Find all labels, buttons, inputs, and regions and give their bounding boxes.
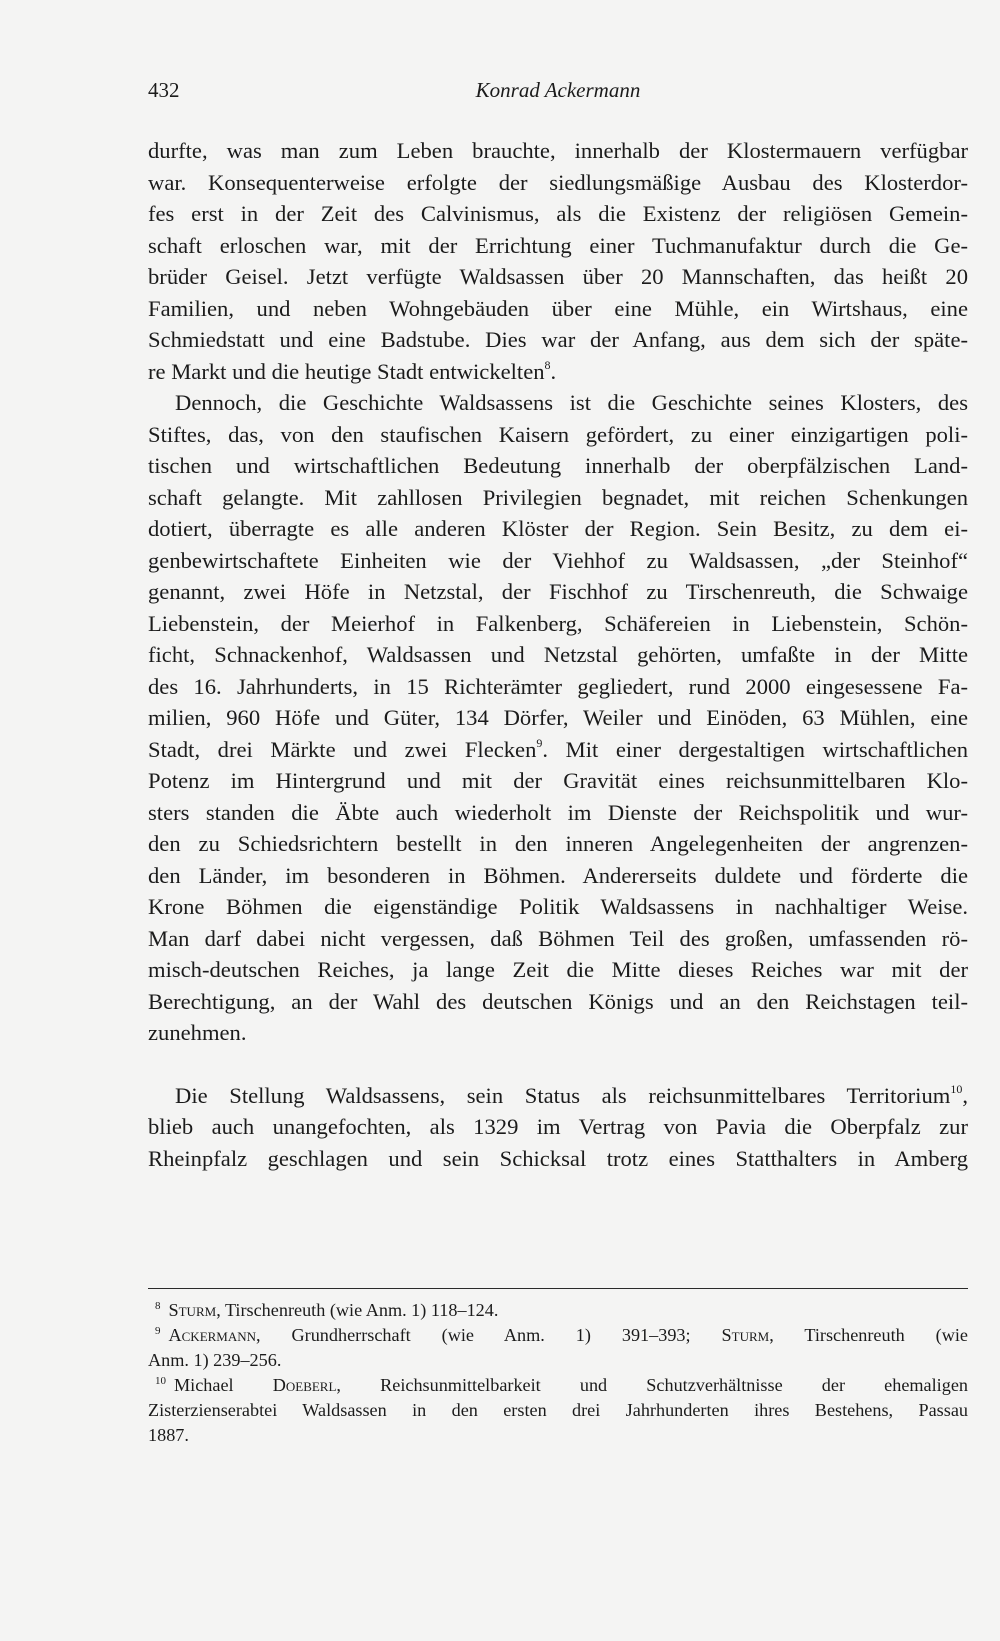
text-line: fes erst in der Zeit des Calvinismus, als die Existenz der religiösen Gemein- [148,201,968,226]
text-fragment: re Markt und die heutige Stadt entwickelten [148,358,545,384]
footnote-divider [148,1288,968,1289]
text-line: brüder Geisel. Jetzt verfügte Waldsassen über 20 Mannschaften, das heißt 20 [148,264,968,289]
text-line: durfte, was man zum Leben brauchte, innerhalb der Klostermauern verfügbar [148,138,968,163]
text-line: Familien, und neben Wohngebäuden über eine Mühle, ein Wirtshaus, eine [148,295,968,321]
footnote-text: Anm. 1) 239–256. [148,1350,282,1370]
text-fragment: Die Stellung Waldsassens, sein Status als reichsunmittelbares Territorium [175,1082,951,1108]
text-line: Stiftes, das, von den staufischen Kaisern gefördert, zu einer einzigartigen poli- [148,421,968,447]
footnote-ref-10[interactable]: 10 [950,1081,963,1096]
text-line: zunehmen. [148,1020,247,1045]
text-line: war. Konsequenterweise erfolgte der siedlungsmäßige Ausbau des Klosterdor- [148,169,968,195]
text-line: Schmiedstatt und eine Badstube. Dies war der Anfang, aus dem sich der späte- [148,327,968,352]
page-header [148,78,968,114]
footnote-text: , Grundherrschaft (wie Anm. 1) 391–393; [256,1325,722,1345]
footnote-number: 9 [155,1324,161,1337]
footnote-text: , Tirschenreuth (wie Anm. 1) 118–124. [216,1300,499,1320]
text-line: Krone Böhmen die eigenständige Politik Waldsassens in nachhaltiger Weise. [148,894,968,919]
footnote-author: Ackermann [168,1325,257,1345]
paragraph-1 [148,135,968,387]
footnote-author-first: Michael [174,1375,273,1395]
footnote-author: Sturm [721,1325,770,1345]
footnote-text: , Tirschenreuth (wie [769,1325,968,1345]
footnote-number: 8 [155,1299,161,1312]
text-line: sters standen die Äbte auch wiederholt im Dienste der Reichspolitik und wur- [148,799,968,825]
text-line: Liebenstein, der Meierhof in Falkenberg, Schäfereien in Liebenstein, Schön- [148,610,968,636]
text-line: Berechtigung, an der Wahl des deutschen Königs und an den Reichstagen teil- [148,988,968,1014]
text-fragment: , [962,1082,968,1108]
footnote-9 [148,1323,968,1373]
footnote-text: , Reichsunmittelbarkeit und Schutzverhältnisse der ehemaligen [336,1375,968,1395]
text-line: genannt, zwei Höfe in Netzstal, der Fischhof zu Tirschenreuth, die Schwaige [148,579,968,604]
text-line [148,1080,968,1112]
footnote-ref-8[interactable]: 8 [544,357,551,372]
text-line: Potenz im Hintergrund und mit der Gravität eines reichsunmittelbaren Klo- [148,768,968,793]
text-line: ficht, Schnackenhof, Waldsassen und Netzstal gehörten, umfaßte in der Mitte [148,642,968,667]
text-line [148,356,968,388]
text-line [148,1373,968,1398]
footnote-number: 10 [155,1374,166,1387]
body-text [148,135,968,1174]
text-line: blieb auch unangefochten, als 1329 im Vertrag von Pavia die Oberpfalz zur [148,1114,968,1139]
paragraph-2 [148,387,968,1049]
text-line: den Länder, im besonderen in Böhmen. Andererseits duldete und förderte die [148,862,968,888]
text-line: genbewirtschaftete Einheiten wie der Viehhof zu Waldsassen, „der Steinhof“ [148,547,968,573]
page-number: 432 [148,78,180,102]
footnote-author: Sturm [168,1300,217,1320]
running-title: Konrad Ackermann [475,78,641,102]
text-line: dotiert, überragte es alle anderen Klöster der Region. Sein Besitz, zu dem ei- [148,516,968,541]
paragraph-spacer [148,1049,968,1080]
footnote-text: 1887. [148,1425,189,1445]
footnotes [148,1298,968,1448]
text-line: Dennoch, die Geschichte Waldsassens ist die Geschichte seines Klosters, des [175,390,968,415]
text-line: den zu Schiedsrichtern bestellt in den inneren Angelegenheiten der angrenzen- [148,831,968,856]
paragraph-3 [148,1080,968,1175]
text-line: schaft gelangte. Mit zahllosen Privilegien begnadet, mit reichen Schenkungen [148,484,968,510]
text-line [148,734,968,766]
text-fragment: Stadt, drei Märkte und zwei Flecken [148,736,537,762]
text-line: Man darf dabei nicht vergessen, daß Böhmen Teil des großen, umfassenden rö- [148,925,968,951]
footnote-10 [148,1373,968,1448]
text-line: schaft erloschen war, mit der Errichtung einer Tuchmanufaktur durch die Ge- [148,232,968,258]
text-fragment: . [550,358,557,384]
footnote-text: Zisterzienserabtei Waldsassen in den ersten drei Jahrhunderten ihres Bestehens, Passau [148,1400,968,1420]
footnote-8 [148,1298,968,1323]
footnote-author: Doeberl [272,1375,337,1395]
text-line: tischen und wirtschaftlichen Bedeutung innerhalb der oberpfälzischen Land- [148,453,968,478]
text-fragment: . Mit einer dergestaltigen wirtschaftlichen [542,736,968,762]
text-line: misch-deutschen Reiches, ja lange Zeit die Mitte dieses Reiches war mit der [148,957,968,982]
text-line: Rheinpfalz geschlagen und sein Schicksal trotz eines Statthalters in Amberg [148,1145,968,1171]
footnote-ref-9[interactable]: 9 [536,735,543,750]
text-line: des 16. Jahrhunderts, in 15 Richterämter gegliedert, rund 2000 eingesessene Fa- [148,673,968,699]
text-line [148,1323,968,1348]
text-line: milien, 960 Höfe und Güter, 134 Dörfer, Weiler und Einöden, 63 Mühlen, eine [148,705,968,730]
